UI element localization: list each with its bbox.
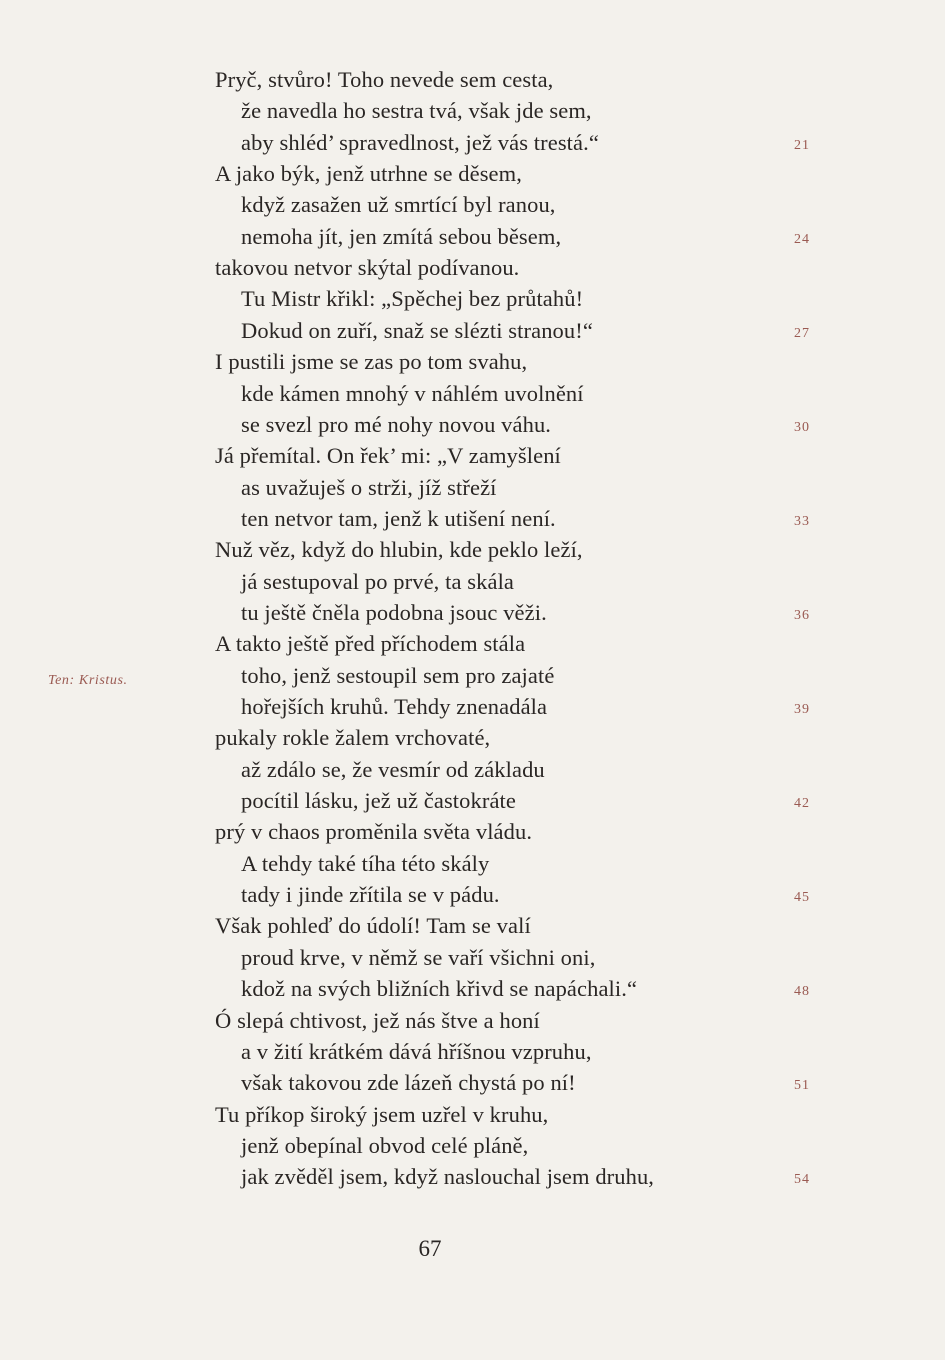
verse-text: když zasažen už smrtící byl ranou,: [241, 192, 556, 218]
verse-line: [0, 816, 945, 847]
verse-line: [0, 409, 945, 440]
verse-text: ten netvor tam, jenž k utišení není.: [241, 505, 556, 531]
verse-line: [0, 848, 945, 879]
verse-line: [0, 660, 945, 691]
verse-text: Já přemítal. On řek’ mi: „V zamyšlení: [215, 443, 561, 469]
verse-line: [0, 785, 945, 816]
verse-line: [0, 722, 945, 753]
verse-line: [0, 566, 945, 597]
verse-text: tu ještě čněla podobna jsouc věži.: [241, 599, 547, 625]
verse-line: [0, 472, 945, 503]
verse-line: [0, 1005, 945, 1036]
verse-text: však takovou zde lázeň chystá po ní!: [241, 1070, 576, 1096]
verse-text: Dokud on zuří, snaž se slézti stranou!“: [241, 317, 593, 343]
verse-line: [0, 754, 945, 785]
verse-text: as uvažuješ o strži, jíž střeží: [241, 474, 497, 500]
verse-line: [0, 315, 945, 346]
verse-line: [0, 283, 945, 314]
line-number: 24: [794, 231, 810, 247]
verse-line: [0, 879, 945, 910]
line-number: 27: [794, 325, 810, 341]
verse-line: [0, 252, 945, 283]
verse-text: Nuž věz, když do hlubin, kde peklo leží,: [215, 537, 583, 563]
verse-line: [0, 691, 945, 722]
line-number: 39: [794, 702, 810, 717]
verse-text: A tehdy také tíha této skály: [241, 850, 490, 876]
verse-line: [0, 158, 945, 189]
line-number: 42: [794, 796, 810, 812]
verse-text: hořejších kruhů. Tehdy znenadála: [241, 694, 548, 719]
verse-text: A jako býk, jenž utrhne se děsem,: [215, 161, 522, 187]
verse-line: [0, 346, 945, 377]
verse-line: [0, 942, 945, 973]
verse-line: [0, 973, 945, 1004]
line-number: 54: [794, 1172, 810, 1188]
verse-text: takovou netvor skýtal podívanou.: [215, 255, 520, 281]
verse-line: [0, 127, 945, 158]
verse-line: [0, 64, 945, 95]
verse-line: [0, 1161, 945, 1192]
verse-line: [0, 1067, 945, 1098]
verse-text: Však pohleď do údolí! Tam se valí: [215, 913, 531, 939]
verse-text: jak zvěděl jsem, když naslouchal jsem druhu,: [241, 1164, 655, 1190]
line-number: 36: [794, 607, 810, 623]
verse-line: [0, 1036, 945, 1067]
verse-text: Tu příkop široký jsem uzřel v kruhu,: [215, 1101, 549, 1127]
verse-text: se svezl pro mé nohy novou váhu.: [241, 411, 552, 437]
verse-line: [0, 1130, 945, 1161]
verse-text: a v žití krátkém dává hříšnou vzpruhu,: [241, 1038, 592, 1064]
verse-line: [0, 221, 945, 252]
verse-line: [0, 910, 945, 941]
verse-text: aby shléd’ spravedlnost, jež vás trestá.“: [241, 129, 599, 155]
verse-text: kde kámen mnohý v náhlém uvolnění: [241, 380, 584, 406]
line-number: 45: [794, 890, 810, 906]
verse-text: pukaly rokle žalem vrchovaté,: [215, 725, 491, 751]
verse-text: nemoha jít, jen zmítá sebou běsem,: [241, 223, 562, 249]
verse-text: toho, jenž sestoupil sem pro zajaté: [241, 662, 555, 688]
verse-line: [0, 440, 945, 471]
verse-line: [0, 189, 945, 220]
line-number: 48: [794, 984, 810, 1000]
line-number: 33: [794, 513, 810, 529]
verse-text: že navedla ho sestra tvá, však jde sem,: [241, 98, 592, 124]
verse-text: kdož na svých bližních křivd se napáchali.“: [241, 976, 638, 1002]
verse-text: Tu Mistr křikl: „Spěchej bez průtahů!: [241, 286, 584, 312]
verse-line: [0, 597, 945, 628]
margin-note: Ten: Kristus.: [48, 673, 128, 688]
line-number: 21: [794, 137, 810, 153]
verse-text: I pustili jsme se zas po tom svahu,: [215, 349, 528, 375]
verse-text: až zdálo se, že vesmír od základu: [241, 756, 545, 782]
verse-line: [0, 534, 945, 565]
verse-text: Ó slepá chtivost, jež nás štve a honí: [215, 1007, 540, 1033]
verse-text: já sestupoval po prvé, ta skála: [241, 568, 515, 594]
verse-line: [0, 503, 945, 534]
verse-text: jenž obepínal obvod celé pláně,: [241, 1132, 529, 1158]
verse-text: proud krve, v němž se vaří všichni oni,: [241, 944, 596, 970]
line-number: 30: [794, 419, 810, 435]
verse-text: tady i jinde zřítila se v pádu.: [241, 882, 500, 908]
verse-text: prý v chaos proměnila světa vládu.: [215, 819, 533, 845]
verse-line: [0, 378, 945, 409]
verse-text: pocítil lásku, jež už častokráte: [241, 788, 516, 814]
verse-text: A takto ještě před příchodem stála: [215, 631, 526, 657]
page-number: 67: [418, 1236, 442, 1261]
verse-line: [0, 628, 945, 659]
verse-line: [0, 95, 945, 126]
verse-text: Pryč, stvůro! Toho nevede sem cesta,: [215, 67, 554, 92]
line-number: 51: [794, 1078, 810, 1094]
verse-line: [0, 1099, 945, 1130]
